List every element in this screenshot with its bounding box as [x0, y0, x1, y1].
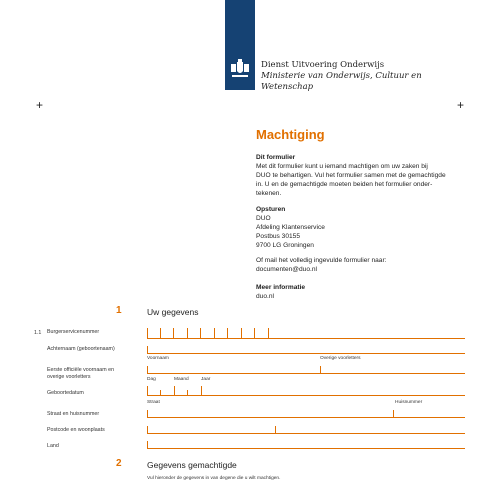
mail-address-link[interactable]: documenten@duo.nl	[256, 266, 317, 273]
official-names-line: Eerste officiële voornaam en	[47, 367, 115, 373]
other-initials-sublabel: Overige voorletters	[320, 356, 361, 361]
firstname-sublabel: Voornaam	[147, 356, 169, 361]
surname-input[interactable]	[147, 344, 465, 354]
section-note: Vul hieronder de gegevens in van degene die u wilt machtigen.	[147, 476, 281, 481]
more-info-heading: Meer informatie	[256, 284, 306, 291]
crop-mark-left: +	[36, 98, 44, 112]
about-line: DUO te behartigen. Vul het formulier samen met de gemachtigde	[256, 172, 446, 179]
about-line: tekenen.	[256, 190, 282, 197]
form-title: Machtiging	[256, 127, 325, 142]
section-title: Gegevens gemachtigde	[147, 460, 237, 470]
address-label: Straat en huisnummer	[47, 411, 100, 417]
bsn-input[interactable]	[147, 326, 465, 340]
official-names-line: overige voorletters	[47, 374, 91, 380]
send-line: 9700 LG Groningen	[256, 242, 314, 249]
send-block	[256, 205, 325, 250]
mail-line: Of mail het volledig ingevulde formulier naar:	[256, 257, 387, 264]
country-input[interactable]	[147, 439, 465, 449]
surname-label: Achternaam (geboortenaam)	[47, 346, 115, 352]
org-name: Dienst Uitvoering Onderwijs	[261, 60, 385, 70]
section-number: 2	[116, 458, 122, 469]
firstname-input[interactable]	[147, 364, 465, 374]
ministry-line-1: Ministerie van Onderwijs, Cultuur en	[261, 71, 422, 81]
official-names-label	[47, 367, 114, 381]
housenumber-sublabel: Huisnummer	[395, 400, 423, 405]
send-line: DUO	[256, 215, 271, 222]
send-line: Postbus 30155	[256, 233, 300, 240]
year-sublabel: Jaar	[201, 377, 211, 382]
country-label: Land	[47, 443, 59, 449]
send-line: Afdeling Klantenservice	[256, 224, 325, 231]
address-input[interactable]	[147, 408, 465, 418]
dob-label: Geboortedatum	[47, 390, 84, 396]
about-line: Met dit formulier kunt u iemand machtigen om uw zaken bij	[256, 163, 428, 170]
crop-mark-right: +	[457, 98, 465, 112]
month-sublabel: Maand	[174, 377, 189, 382]
about-heading: Dit formulier	[256, 154, 296, 161]
organisation-name	[261, 60, 422, 93]
more-info-link[interactable]: duo.nl	[256, 293, 274, 300]
postcode-label: Postcode en woonplaats	[47, 427, 105, 433]
send-heading: Opsturen	[256, 206, 286, 213]
field-number: 1.1	[34, 330, 42, 336]
about-line: in. U en de gemachtigde moeten beiden het formulier onder-	[256, 181, 433, 188]
ministry-line-2: Wetenschap	[261, 82, 314, 92]
bsn-label: Burgerservicenummer	[47, 329, 100, 335]
more-info-block	[256, 283, 305, 301]
section-title: Uw gegevens	[147, 307, 199, 317]
section-number: 1	[116, 305, 122, 316]
mail-block	[256, 256, 386, 274]
about-block	[256, 153, 446, 198]
postcode-input[interactable]	[147, 424, 465, 434]
street-sublabel: Straat	[147, 400, 160, 405]
crest-icon	[229, 58, 251, 80]
day-sublabel: Dag	[147, 377, 156, 382]
dob-input[interactable]	[147, 384, 465, 396]
